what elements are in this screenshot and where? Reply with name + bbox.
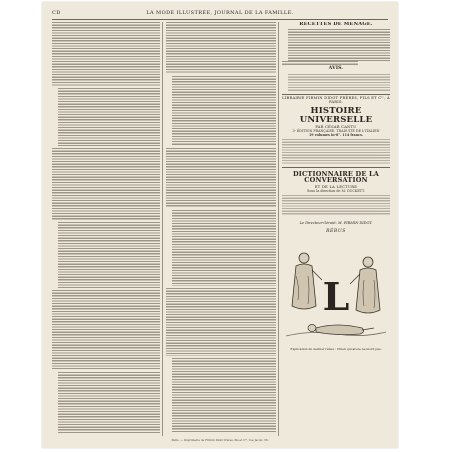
text-block (288, 74, 390, 92)
rebus-illustration (282, 236, 390, 346)
dictionnaire-title: DICTIONNAIRE DE LA CONVERSATION (292, 169, 380, 185)
text-block (58, 222, 160, 288)
text-block (172, 358, 276, 432)
rebus-letter: L (322, 274, 350, 320)
text-block (282, 61, 358, 65)
article-column-3 (282, 22, 390, 352)
page-header (52, 10, 388, 20)
avis-heading: AVIS. (328, 66, 344, 71)
text-block (282, 195, 390, 215)
signature: Le Directeur-Gérant: M. FIRMIN-DIDOT. (299, 221, 373, 226)
text-block (58, 88, 160, 146)
column-divider (278, 22, 279, 436)
publisher-line: LIBRAIRIE FIRMIN DIDOT FRÈRES, FILS ET Cⁱᵉ, À PARIS. (282, 96, 390, 105)
recettes-heading: RECETTES DE MÉNAGE. (299, 22, 373, 27)
article-column-2 (166, 22, 276, 436)
text-block (52, 290, 160, 370)
text-block (166, 22, 276, 74)
dictionnaire-subtitle: ET DE LA LECTURE (314, 184, 358, 189)
rebus-engraving (282, 236, 390, 346)
text-block (58, 372, 160, 434)
text-block (166, 288, 276, 356)
column-divider (162, 22, 163, 436)
right-figure (350, 257, 380, 313)
histoire-author: PAR CÉSAR CANTU (315, 125, 357, 130)
article-column-1 (52, 22, 160, 436)
text-block (166, 148, 276, 208)
text-block (172, 76, 276, 146)
left-figure (292, 253, 322, 309)
reclining-figure (308, 325, 374, 335)
page-number: CD (52, 10, 61, 16)
histoire-edition: 3ᵉ ÉDITION FRANÇAISE, TRADUITE DE L'ITALIEN (292, 129, 380, 134)
text-block (52, 22, 160, 86)
text-block (288, 29, 390, 61)
dictionnaire-director: Sous la direction de M. DUCKETT. (307, 188, 365, 193)
histoire-price: 19 volumes in-8°. 114 francs. (308, 133, 364, 138)
journal-title: LA MODE ILLUSTRÉE, JOURNAL DE LA FAMILLE. (146, 10, 294, 16)
histoire-title: HISTOIRE UNIVERSELLE (299, 106, 373, 125)
rebus-caption: Explication du dernier rébus : Chien qui aboie ne mord pas. (290, 347, 382, 352)
text-block (52, 148, 160, 220)
text-block (172, 210, 276, 286)
newspaper-page (42, 2, 398, 448)
rebus-title: RÉBUS (326, 229, 346, 235)
text-block (282, 139, 390, 165)
printer-footer: Paris. — Imprimerie de Firmin Didot frères, fils et Cⁱᵉ, rue Jacob, 56. (171, 438, 269, 442)
